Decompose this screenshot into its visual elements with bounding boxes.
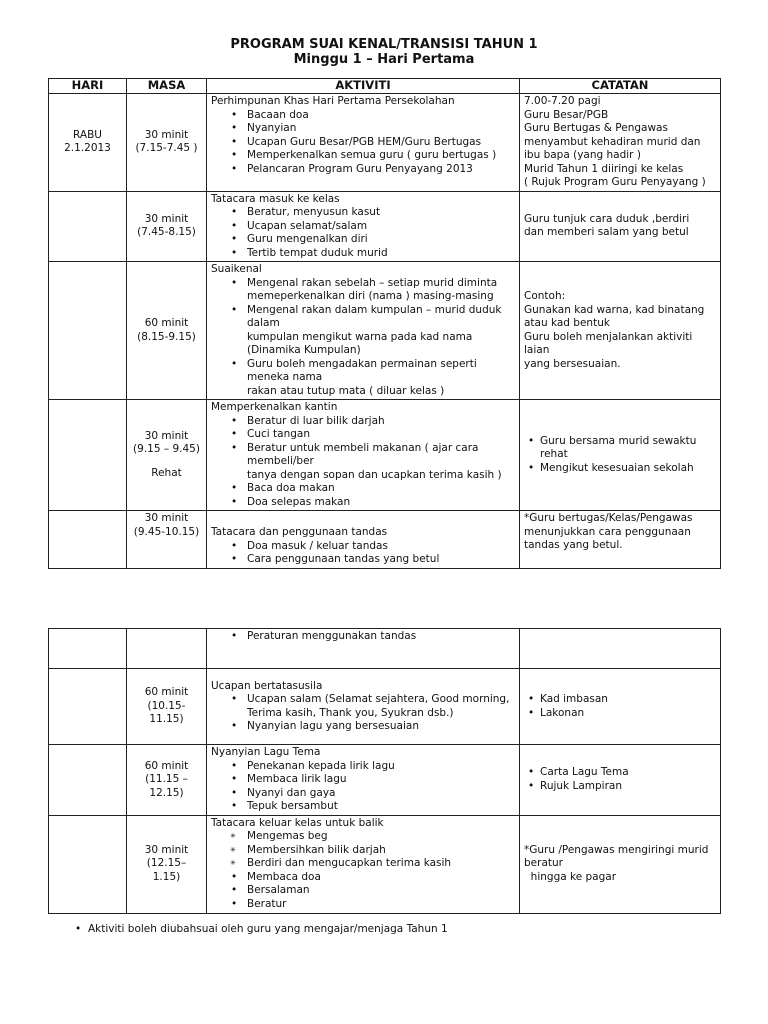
table-row: [49, 815, 721, 913]
hari-cell: [49, 669, 127, 745]
list-item: • Penekanan kepada lirik lagu: [247, 760, 515, 774]
table-row: [49, 262, 721, 400]
aktiviti-heading: Memperkenalkan kantin: [211, 401, 338, 413]
masa-cell: 30 minit (9.15 – 9.45) Rehat: [127, 400, 207, 511]
continuation-line: rakan atau tutup mata ( diluar kelas ): [247, 384, 445, 397]
aktiviti-cell: [207, 262, 520, 400]
list-item: • Guru mengenalkan diri: [247, 233, 515, 247]
hari-cell: [49, 400, 127, 511]
aktiviti-cell: [207, 629, 520, 669]
hari-cell: [49, 511, 127, 569]
catatan-cell: 7.00-7.20 pagi Guru Besar/PGB Guru Bertugas & Pengawas menyambut kehadiran murid dan ibu bapa (yang hadir ) Murid Tahun 1 diiringi ke kelas ( Rujuk Program Guru Penyayang ): [520, 94, 721, 192]
list-item: • Bersalaman: [247, 884, 515, 898]
list-item: ✳ Mengemas beg: [247, 830, 515, 844]
list-item: • Ucapan Guru Besar/PGB HEM/Guru Bertugas: [247, 136, 515, 150]
list-item: • Membaca lirik lagu: [247, 773, 515, 787]
list-item: • Bacaan doa: [247, 109, 515, 123]
list-item: ✳ Berdiri dan mengucapkan terima kasih: [247, 857, 515, 871]
masa-cell: 30 minit (9.45-10.15): [127, 511, 207, 569]
table-row: [49, 745, 721, 816]
list-item: • Rujuk Lampiran: [540, 780, 716, 794]
footer-note: • Aktiviti boleh diubahsuai oleh guru yang mengajar/menjaga Tahun 1: [88, 923, 448, 937]
aktiviti-heading: Suaikenal: [211, 263, 262, 275]
hari-cell: [49, 815, 127, 913]
list-item: • Mengikut kesesuaian sekolah: [540, 462, 716, 476]
list-item: • Nyanyian: [247, 122, 515, 136]
list-item: • Pelancaran Program Guru Penyayang 2013: [247, 163, 515, 177]
table-row: [49, 191, 721, 262]
aktiviti-heading: Perhimpunan Khas Hari Pertama Persekolahan: [211, 95, 455, 107]
list-item: • Membaca doa: [247, 871, 515, 885]
list-item: • Mengenal rakan sebelah – setiap murid diminta memeperkenalkan diri (nama ) masing-masing: [247, 277, 515, 304]
masa-cell: 60 minit (11.15 – 12.15): [127, 745, 207, 816]
list-item: • Tepuk bersambut: [247, 800, 515, 814]
continuation-line: (Dinamika Kumpulan): [247, 344, 361, 356]
hari-cell: [49, 745, 127, 816]
aktiviti-cell: [207, 94, 520, 192]
document-subtitle: Minggu 1 – Hari Pertama: [293, 52, 475, 67]
aktiviti-heading: Tatacara dan penggunaan tandas: [211, 526, 388, 538]
table-row: [49, 400, 721, 511]
catatan-cell: [520, 669, 721, 745]
aktiviti-cell: [207, 669, 520, 745]
list-item: • Cuci tangan: [247, 428, 515, 442]
header-aktiviti: AKTIVITI: [207, 79, 520, 94]
aktiviti-cell: [207, 511, 520, 569]
list-item: • Kad imbasan: [540, 693, 716, 707]
aktiviti-heading: Tatacara masuk ke kelas: [211, 192, 340, 205]
catatan-cell: *Guru /Pengawas mengiringi murid beratur hingga ke pagar: [520, 815, 721, 913]
list-item: • Beratur: [247, 898, 515, 912]
list-item: • Baca doa makan: [247, 482, 515, 496]
header-hari: HARI: [49, 79, 127, 94]
catatan-cell: Guru tunjuk cara duduk ,berdiri dan memberi salam yang betul: [520, 191, 721, 262]
list-item: ✳ Membersihkan bilik darjah: [247, 844, 515, 858]
masa-cell: [127, 629, 207, 669]
table-row: [49, 669, 721, 745]
hari-cell: [49, 191, 127, 262]
masa-cell: 30 minit (12.15– 1.15): [127, 815, 207, 913]
list-item: • Ucapan selamat/salam: [247, 220, 515, 234]
list-item: • Doa selepas makan: [247, 496, 515, 510]
list-item: • Nyanyian lagu yang bersesuaian: [247, 720, 515, 734]
aktiviti-cell: [207, 815, 520, 913]
aktiviti-cell: [207, 400, 520, 511]
list-item: • Beratur untuk membeli makanan ( ajar cara membeli/ber: [247, 442, 515, 469]
header-masa: MASA: [127, 79, 207, 94]
list-item: • Lakonan: [540, 707, 716, 721]
catatan-cell: [520, 629, 721, 669]
list-item: • Nyanyi dan gaya: [247, 787, 515, 801]
header-catatan: CATATAN: [520, 79, 721, 94]
masa-cell: 30 minit (7.45-8.15): [127, 191, 207, 262]
masa-cell: 60 minit (10.15- 11.15): [127, 669, 207, 745]
list-item: • Doa masuk / keluar tandas: [247, 540, 515, 554]
masa-cell: 60 minit (8.15-9.15): [127, 262, 207, 400]
masa-cell: 30 minit (7.15-7.45 ): [127, 94, 207, 192]
list-item: • Guru boleh mengadakan permainan seperti meneka nama: [247, 358, 515, 385]
aktiviti-heading: Nyanyian Lagu Tema: [211, 746, 321, 758]
hari-cell: [49, 262, 127, 400]
list-item: • Beratur, menyusun kasut: [247, 206, 515, 220]
schedule-table-part-2: [48, 628, 721, 914]
list-item: • Guru bersama murid sewaktu rehat: [540, 435, 716, 462]
list-item: • Beratur di luar bilik darjah: [247, 415, 515, 429]
hari-cell: RABU 2.1.2013: [49, 94, 127, 192]
aktiviti-cell: [207, 191, 520, 262]
table-header-row: [49, 79, 721, 94]
list-item: • Cara penggunaan tandas yang betul: [247, 553, 515, 567]
catatan-cell: [520, 400, 721, 511]
list-item: • Carta Lagu Tema: [540, 766, 716, 780]
catatan-cell: *Guru bertugas/Kelas/Pengawas menunjukkan cara penggunaan tandas yang betul.: [520, 511, 721, 569]
list-item: • Peraturan menggunakan tandas: [247, 630, 515, 644]
table-row: [49, 629, 721, 669]
list-item: • Ucapan salam (Selamat sejahtera, Good morning, Terima kasih, Thank you, Syukran dsb.): [247, 693, 515, 720]
hari-cell: [49, 629, 127, 669]
catatan-cell: Contoh: Gunakan kad warna, kad binatang atau kad bentuk Guru boleh menjalankan aktiviti laian yang bersesuaian.: [520, 262, 721, 400]
table-row: [49, 511, 721, 569]
list-item: • Tertib tempat duduk murid: [247, 247, 515, 261]
list-item: • Mengenal rakan dalam kumpulan – murid duduk dalam: [247, 304, 515, 331]
continuation-line: tanya dengan sopan dan ucapkan terima kasih ): [247, 468, 502, 481]
catatan-cell: [520, 745, 721, 816]
document-title: PROGRAM SUAI KENAL/TRANSISI TAHUN 1: [230, 37, 538, 52]
aktiviti-cell: [207, 745, 520, 816]
table-row: [49, 94, 721, 192]
aktiviti-heading: Tatacara keluar kelas untuk balik: [211, 816, 384, 829]
list-item: • Memperkenalkan semua guru ( guru bertugas ): [247, 149, 515, 163]
schedule-table-part-1: [48, 78, 721, 569]
aktiviti-heading: Ucapan bertatasusila: [211, 679, 323, 692]
continuation-line: kumpulan mengikut warna pada kad nama: [247, 330, 473, 343]
